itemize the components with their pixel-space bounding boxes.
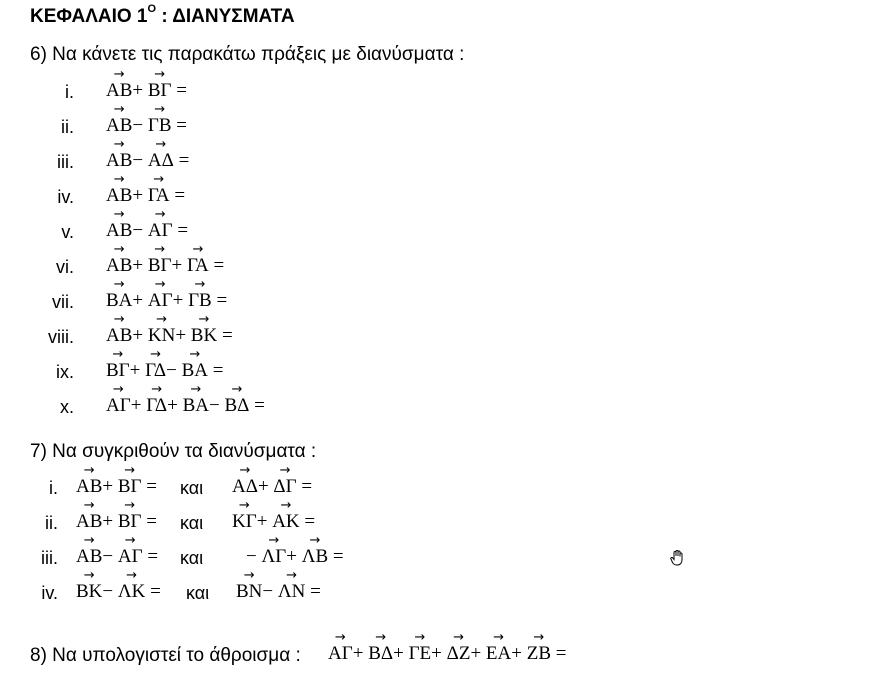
operator: +	[257, 476, 274, 497]
item-expression	[106, 80, 187, 102]
vector: → ΒΔ	[225, 395, 250, 417]
right-expression	[246, 546, 344, 568]
operator: =	[217, 325, 233, 346]
operator: +	[393, 643, 409, 664]
operator: +	[431, 643, 447, 664]
item-number: ii.	[61, 117, 74, 137]
vector: → ΑΔ	[232, 476, 258, 498]
vector: → ΑΒ	[106, 325, 132, 347]
vector: → ΒΑ	[106, 290, 132, 312]
operator: +	[102, 511, 118, 532]
vector: → ΑΚ	[272, 511, 299, 533]
operator: −	[166, 360, 182, 381]
title-rest: : ΔΙΑΝΥΣΜΑΤΑ	[156, 6, 295, 27]
right-expression	[236, 581, 321, 603]
vector: → ΓΕ	[409, 643, 432, 665]
operator: =	[296, 476, 313, 497]
hand-cursor-icon	[668, 548, 688, 568]
vector: → ΑΓ	[118, 546, 143, 568]
operator: +	[167, 395, 183, 416]
operator: =	[249, 395, 265, 416]
operator: +	[175, 325, 191, 346]
operator: =	[551, 643, 567, 664]
operator: =	[207, 360, 224, 381]
kai-word: και	[180, 478, 204, 498]
vector: → ΑΒ	[106, 115, 132, 137]
item-number: ix.	[56, 362, 74, 382]
operator: =	[305, 581, 321, 602]
right-expression	[232, 476, 312, 498]
left-expression	[76, 476, 157, 498]
vector: → ΛΒ	[302, 546, 328, 568]
item-expression	[106, 290, 227, 312]
operator: +	[470, 643, 486, 664]
item-number: x.	[59, 397, 74, 417]
operator: =	[171, 115, 188, 136]
operator: +	[132, 185, 148, 206]
vector: → ΑΓ	[106, 395, 131, 417]
item-number: v.	[61, 222, 74, 242]
operator: +	[256, 511, 273, 532]
vector: → ΓΑ	[148, 185, 170, 207]
operator: +	[352, 643, 369, 664]
vector: → ΚΓ	[232, 511, 257, 533]
item-number: i.	[65, 82, 74, 102]
vector: → ΒΔ	[368, 643, 393, 665]
vector: → ΒΝ	[236, 581, 262, 603]
item-expression	[106, 150, 189, 172]
operator: −	[132, 115, 148, 136]
item-number: ii.	[45, 513, 58, 533]
item-expression	[106, 395, 265, 417]
item-expression	[106, 220, 188, 242]
right-expression	[232, 511, 315, 533]
vector: → ΛΚ	[118, 581, 146, 603]
vector: → ΒΓ	[118, 511, 142, 533]
vector: → ΔΓ	[273, 476, 296, 498]
vector: → ΓΔ	[146, 395, 167, 417]
operator: +	[132, 255, 148, 276]
item-number: iii.	[57, 152, 74, 172]
title-superscript: Ο	[147, 2, 157, 15]
operator: −	[132, 220, 148, 241]
operator: =	[172, 220, 189, 241]
operator: =	[208, 255, 225, 276]
vector: → ΚΝ	[148, 325, 175, 347]
operator: +	[132, 290, 148, 311]
kai-word: και	[180, 548, 204, 568]
operator: +	[102, 476, 118, 497]
exercise-8-heading: 8) Να υπολογιστεί το άθροισμα :	[30, 645, 301, 666]
vector: → ΑΓ	[148, 290, 173, 312]
vector: → ΑΒ	[76, 511, 102, 533]
vector: → ΒΚ	[76, 581, 102, 603]
item-expression	[106, 185, 185, 207]
item-expression	[106, 360, 223, 382]
operator: =	[299, 511, 316, 532]
operator: =	[171, 80, 188, 101]
vector: → ΓΒ	[188, 290, 212, 312]
vector: → ΑΓ	[148, 220, 173, 242]
vector: → ΒΑ	[183, 395, 209, 417]
kai-word: και	[180, 513, 204, 533]
vector: → ΒΓ	[106, 360, 130, 382]
vector: → ΒΓ	[148, 255, 172, 277]
title-main: ΚΕΦΑΛΑΙΟ 1	[30, 6, 148, 27]
exercise-7-heading: 7) Να συγκριθούν τα διανύσματα :	[30, 441, 317, 462]
left-expression	[76, 546, 158, 568]
vector: → ΑΒ	[106, 80, 132, 102]
item-number: iv.	[57, 187, 74, 207]
vector: → ΓΔ	[145, 360, 166, 382]
operator: =	[169, 185, 186, 206]
vector: → ΛΝ	[278, 581, 306, 603]
item-expression	[106, 325, 233, 347]
vector: → ΑΓ	[328, 643, 353, 665]
vector: → ΒΚ	[191, 325, 217, 347]
vector: → ΑΒ	[76, 546, 102, 568]
exercise-8-expression	[328, 643, 566, 665]
vector: → ΒΑ	[182, 360, 208, 382]
exercise-6-heading: 6) Να κάνετε τις παρακάτω πράξεις με διανύσματα :	[30, 44, 465, 65]
vector: → ΓΒ	[148, 115, 172, 137]
vector: → ΑΒ	[106, 185, 132, 207]
operator: −	[132, 150, 148, 171]
operator: =	[328, 546, 344, 567]
left-expression	[76, 511, 157, 533]
operator: +	[132, 80, 148, 101]
item-number: viii.	[48, 327, 74, 347]
item-number: iii.	[41, 548, 58, 568]
operator: =	[141, 511, 158, 532]
vector: → ΑΒ	[76, 476, 102, 498]
item-expression	[106, 255, 224, 277]
operator: +	[132, 325, 148, 346]
operator: +	[286, 546, 302, 567]
item-number: vii.	[52, 292, 74, 312]
item-expression	[106, 115, 187, 137]
vector: → ΔΖ	[447, 643, 471, 665]
operator: −	[102, 546, 118, 567]
item-number: iv.	[41, 583, 58, 603]
chapter-title	[30, 2, 295, 28]
operator: +	[511, 643, 527, 664]
vector: → ΒΓ	[148, 80, 172, 102]
item-number: vi.	[56, 257, 74, 277]
vector: → ΑΒ	[106, 255, 132, 277]
operator: −	[102, 581, 118, 602]
operator: =	[173, 150, 190, 171]
left-expression	[76, 581, 161, 603]
operator: =	[141, 476, 158, 497]
vector: → ΒΓ	[118, 476, 142, 498]
operator: −	[262, 581, 278, 602]
kai-word: και	[186, 583, 210, 603]
vector: → ΓΑ	[187, 255, 209, 277]
item-number: i.	[49, 478, 58, 498]
vector: → ΛΓ	[261, 546, 286, 568]
vector: → ΕΑ	[486, 643, 511, 665]
operator: +	[171, 255, 188, 276]
operator: =	[142, 546, 159, 567]
operator: +	[172, 290, 189, 311]
vector: → ΖΒ	[527, 643, 551, 665]
operator: −	[246, 546, 262, 567]
operator: =	[211, 290, 228, 311]
vector: → ΑΔ	[148, 150, 174, 172]
operator: =	[145, 581, 161, 602]
vector: → ΑΒ	[106, 150, 132, 172]
operator: +	[129, 360, 146, 381]
vector: → ΑΒ	[106, 220, 132, 242]
operator: +	[130, 395, 147, 416]
operator: −	[209, 395, 225, 416]
